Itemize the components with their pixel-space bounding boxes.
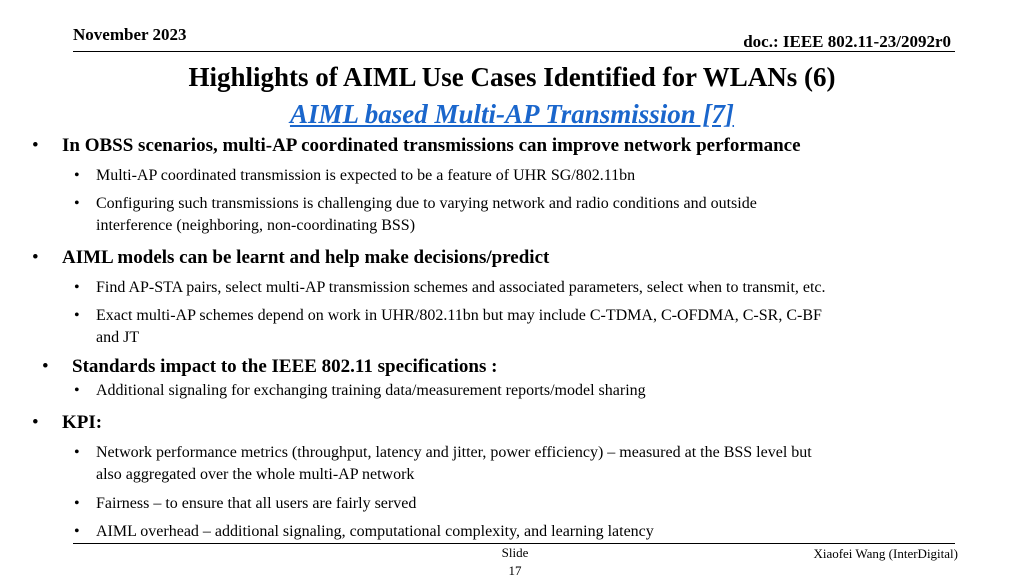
bullet-dot: • — [32, 412, 39, 433]
header-date: November 2023 — [73, 25, 187, 44]
header-doc-id: doc.: IEEE 802.11-23/2092r0 — [743, 32, 951, 51]
list-item-line: and JT — [96, 329, 140, 346]
bullet-dot: • — [74, 495, 80, 512]
header-rule — [73, 51, 955, 52]
list-item-line: Fairness – to ensure that all users are fairly served — [96, 495, 417, 512]
bullet-dot: • — [74, 444, 80, 461]
bullet-dot: • — [42, 356, 49, 377]
section-heading-text: In OBSS scenarios, multi-AP coordinated transmissions can improve network performance — [62, 135, 801, 156]
list-item — [74, 193, 757, 237]
slide-subtitle-link[interactable]: AIML based Multi-AP Transmission [7] — [289, 99, 735, 129]
list-item — [74, 521, 654, 543]
list-item-line: Network performance metrics (throughput, latency and jitter, power efficiency) – measured at the BSS level but — [96, 444, 812, 461]
bullet-dot: • — [32, 247, 39, 268]
bullet-dot: • — [74, 167, 80, 184]
section-heading-text: KPI: — [62, 412, 103, 433]
list-item — [74, 277, 826, 299]
list-item-line: interference (neighboring, non-coordinating BSS) — [96, 217, 416, 234]
footer-slide-label: Slide — [501, 545, 529, 560]
section-heading-aiml-models — [32, 247, 550, 269]
list-item — [74, 305, 822, 349]
bullet-dot: • — [74, 307, 80, 324]
section-heading-standards-impact — [42, 356, 498, 378]
bullet-dot: • — [74, 279, 80, 296]
section-heading-text: Standards impact to the IEEE 802.11 specifications : — [72, 356, 498, 377]
list-item-line: Exact multi-AP schemes depend on work in UHR/802.11bn but may include C-TDMA, C-OFDMA, C-SR, C-BF — [96, 307, 822, 324]
bullet-dot: • — [74, 382, 80, 399]
section-heading-kpi — [32, 412, 103, 434]
list-item — [74, 493, 417, 515]
list-item — [74, 442, 812, 486]
slide-title: Highlights of AIML Use Cases Identified for WLANs (6) — [188, 62, 836, 92]
list-item-line: Configuring such transmissions is challenging due to varying network and radio conditions and outside — [96, 195, 757, 212]
section-heading-obss — [32, 135, 801, 157]
list-item-line: Find AP-STA pairs, select multi-AP transmission schemes and associated parameters, select when to transmit, etc. — [96, 279, 826, 296]
list-item-line: Multi-AP coordinated transmission is expected to be a feature of UHR SG/802.11bn — [96, 167, 636, 184]
list-item — [74, 165, 636, 187]
bullet-dot: • — [74, 195, 80, 212]
footer-author: Xiaofei Wang (InterDigital) — [813, 546, 958, 561]
list-item-line: also aggregated over the whole multi-AP network — [96, 466, 415, 483]
section-heading-text: AIML models can be learnt and help make decisions/predict — [62, 247, 550, 268]
list-item-line: AIML overhead – additional signaling, computational complexity, and learning latency — [96, 523, 654, 540]
list-item-line: Additional signaling for exchanging training data/measurement reports/model sharing — [96, 382, 646, 399]
footer-slide — [440, 544, 590, 580]
bullet-dot: • — [32, 135, 39, 156]
footer-slide-number: 17 — [508, 563, 522, 578]
list-item — [74, 380, 646, 402]
bullet-dot: • — [74, 523, 80, 540]
